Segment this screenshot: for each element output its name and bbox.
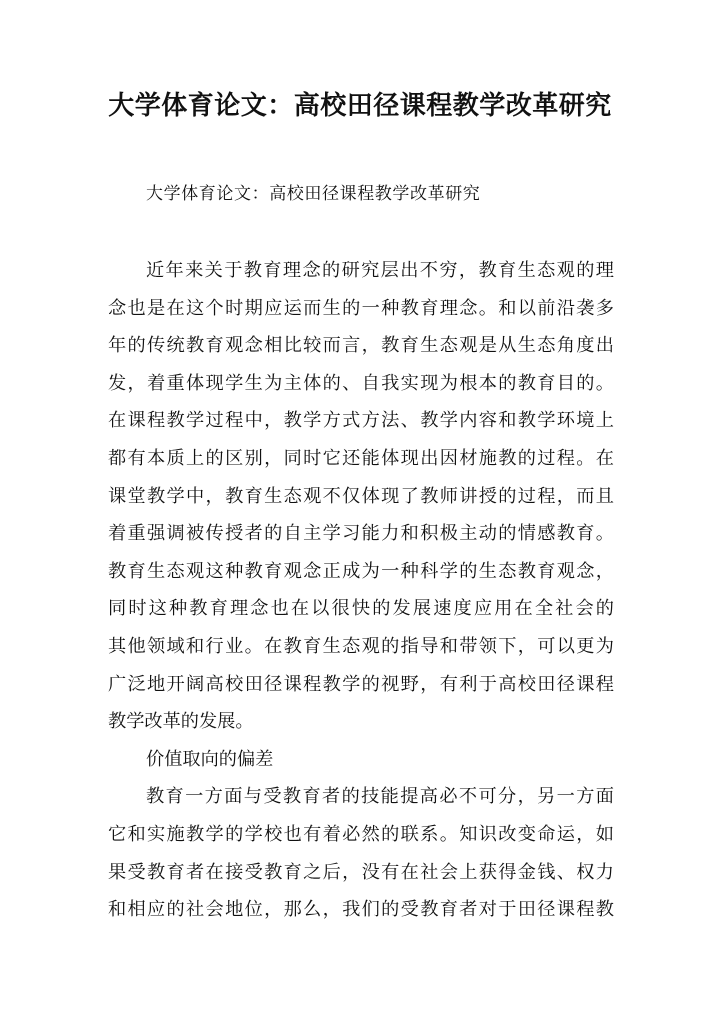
paragraph-line: 教育一方面与受教育者的技能提高必不可分，另一方面 xyxy=(146,786,614,808)
paragraph-line: 其他领域和行业。在教育生态观的指导和带领下，可以更为 xyxy=(108,635,614,657)
document-title: 大学体育论文：高校田径课程教学改革研究 xyxy=(108,91,612,121)
paragraph-line: 课堂教学中，教育生态观不仅体现了教师讲授的过程，而且 xyxy=(108,485,614,507)
paragraph-line: 广泛地开阔高校田径课程教学的视野，有利于高校田径课程 xyxy=(108,673,614,695)
paragraph-line: 和相应的社会地位，那么，我们的受教育者对于田径课程教 xyxy=(108,899,614,921)
document-body xyxy=(108,252,614,929)
paragraph-line: 近年来关于教育理念的研究层出不穷，教育生态观的理 xyxy=(146,260,614,281)
paragraph-line: 教学改革的发展。 xyxy=(108,711,254,733)
section-heading: 价值取向的偏差 xyxy=(146,748,274,770)
paragraph-line: 它和实施教学的学校也有着必然的联系。知识改变命运，如 xyxy=(108,823,614,845)
paragraph-line: 念也是在这个时期应运而生的一种教育理念。和以前沿袭多 xyxy=(108,297,614,319)
paragraph-line: 都有本质上的区别，同时它还能体现出因材施教的过程。在 xyxy=(108,447,614,469)
paragraph-line: 同时这种教育理念也在以很快的发展速度应用在全社会的 xyxy=(108,598,614,620)
paragraph-line: 发，着重体现学生为主体的、自我实现为根本的教育目的。 xyxy=(108,372,614,394)
paragraph-line: 教育生态观这种教育观念正成为一种科学的生态教育观念， xyxy=(108,560,614,582)
paragraph-line: 在课程教学过程中，教学方式方法、教学内容和教学环境上 xyxy=(108,410,614,432)
paragraph-line: 年的传统教育观念相比较而言，教育生态观是从生态角度出 xyxy=(108,335,614,357)
paragraph-line: 果受教育者在接受教育之后，没有在社会上获得金钱、权力 xyxy=(108,861,614,883)
document-subtitle: 大学体育论文：高校田径课程教学改革研究 xyxy=(146,184,481,204)
paragraph-line: 着重强调被传授者的自主学习能力和积极主动的情感教育。 xyxy=(108,523,614,545)
